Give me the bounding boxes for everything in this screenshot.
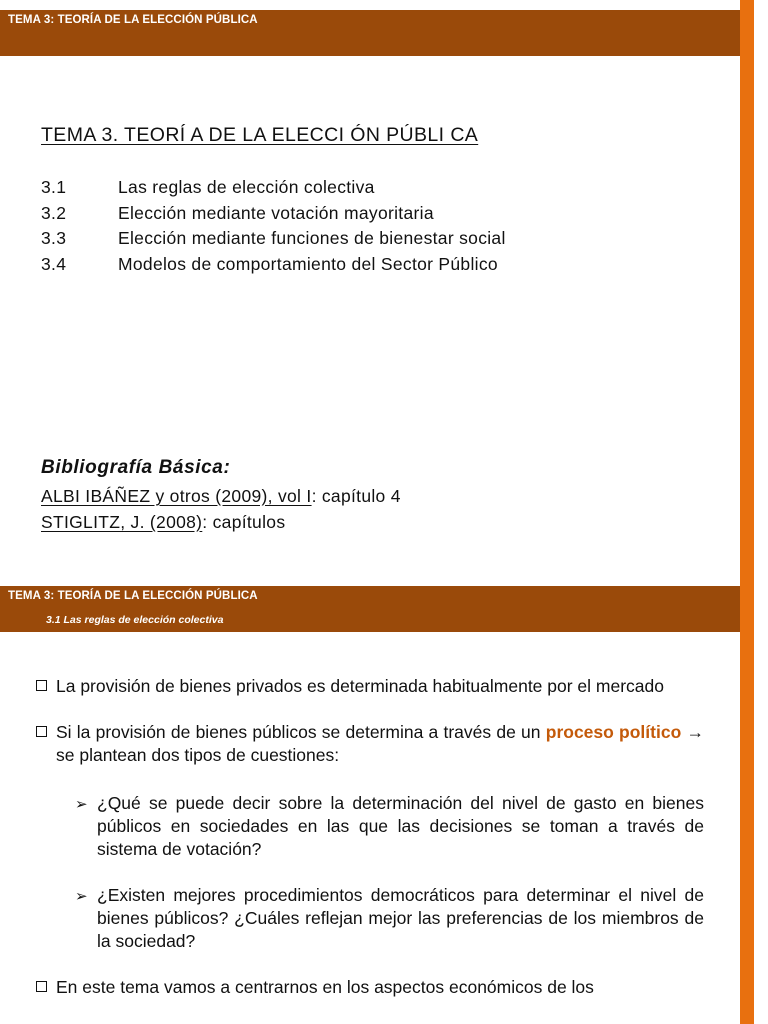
bibliography-entry: [41, 483, 401, 509]
toc-item: [41, 252, 506, 278]
bibliography-entry: [41, 509, 401, 535]
toc-number: 3.4: [41, 253, 67, 274]
bullet-item: [34, 721, 704, 767]
bullet-item: [34, 976, 704, 999]
right-accent-stripe: [740, 0, 754, 1024]
bibliography-list: [41, 483, 401, 535]
toc-label: Modelos de comportamiento del Sector Público: [118, 253, 498, 274]
bullet-text-part: Si la provisión de bienes públicos se determina a través de un: [56, 722, 546, 742]
bullet-text: [56, 721, 704, 767]
toc-number: 3.1: [41, 177, 67, 197]
bullet-text: En este tema vamos a centrarnos en los aspectos económicos de los: [56, 977, 594, 997]
sub-bullet-item: [75, 792, 704, 861]
bibliography-reference: ALBI IBÁÑEZ y otros (2009), vol I: [41, 486, 312, 506]
arrow-bullet-icon: ➢: [75, 888, 88, 905]
slide2-header-title: TEMA 3: TEORÍA DE LA ELECCIÓN PÚBLICA: [8, 590, 258, 602]
checkbox-bullet-icon: [36, 981, 47, 992]
arrow-bullet-icon: ➢: [75, 796, 88, 813]
bullet-text: La provisión de bienes privados es determinada habitualmente por el mercado: [56, 676, 665, 696]
table-of-contents: [41, 175, 506, 277]
sub-bullet-text: ¿Existen mejores procedimientos democráticos para determinar el nivel de bienes públicos? ¿Cuáles reflejan mejor las preferencias de los miembros de la sociedad?: [97, 885, 704, 951]
slide1-header-title: TEMA 3: TEORÍA DE LA ELECCIÓN PÚBLICA: [8, 14, 258, 26]
checkbox-bullet-icon: [36, 680, 47, 691]
sub-bullet-text: ¿Qué se puede decir sobre la determinación del nivel de gasto en bienes públicos en sociedades en las que las decisiones se toman a través de sistema de votación?: [97, 793, 704, 859]
toc-item: [41, 175, 506, 201]
bibliography-detail: : capítulos: [202, 512, 286, 532]
toc-item: [41, 226, 506, 252]
bullet-item: [34, 675, 704, 698]
slide2-header-bar: [0, 586, 740, 632]
slide1-title: TEMA 3. TEORÍ A DE LA ELECCI ÓN PÚBLI CA: [41, 124, 479, 146]
checkbox-bullet-icon: [36, 726, 47, 737]
toc-item: [41, 201, 506, 227]
sub-bullet-item: [75, 884, 704, 953]
toc-number: 3.2: [41, 202, 67, 223]
slide1-header-bar: [0, 10, 740, 56]
bullet-text-part: → se plantean dos tipos de cuestiones:: [56, 722, 704, 765]
bibliography-detail: : capítulo 4: [311, 486, 401, 506]
bibliography-heading: Bibliografía Básica:: [41, 457, 231, 478]
toc-label: Las reglas de elección colectiva: [118, 177, 375, 197]
bibliography-reference: STIGLITZ, J. (2008): [41, 512, 203, 532]
slide2-section-subtitle: 3.1 Las reglas de elección colectiva: [46, 614, 224, 626]
toc-label: Elección mediante funciones de bienestar social: [118, 228, 506, 248]
highlight-term: proceso político: [545, 722, 682, 742]
slide2-content: [34, 675, 704, 999]
toc-number: 3.3: [41, 228, 67, 248]
toc-label: Elección mediante votación mayoritaria: [118, 202, 434, 223]
